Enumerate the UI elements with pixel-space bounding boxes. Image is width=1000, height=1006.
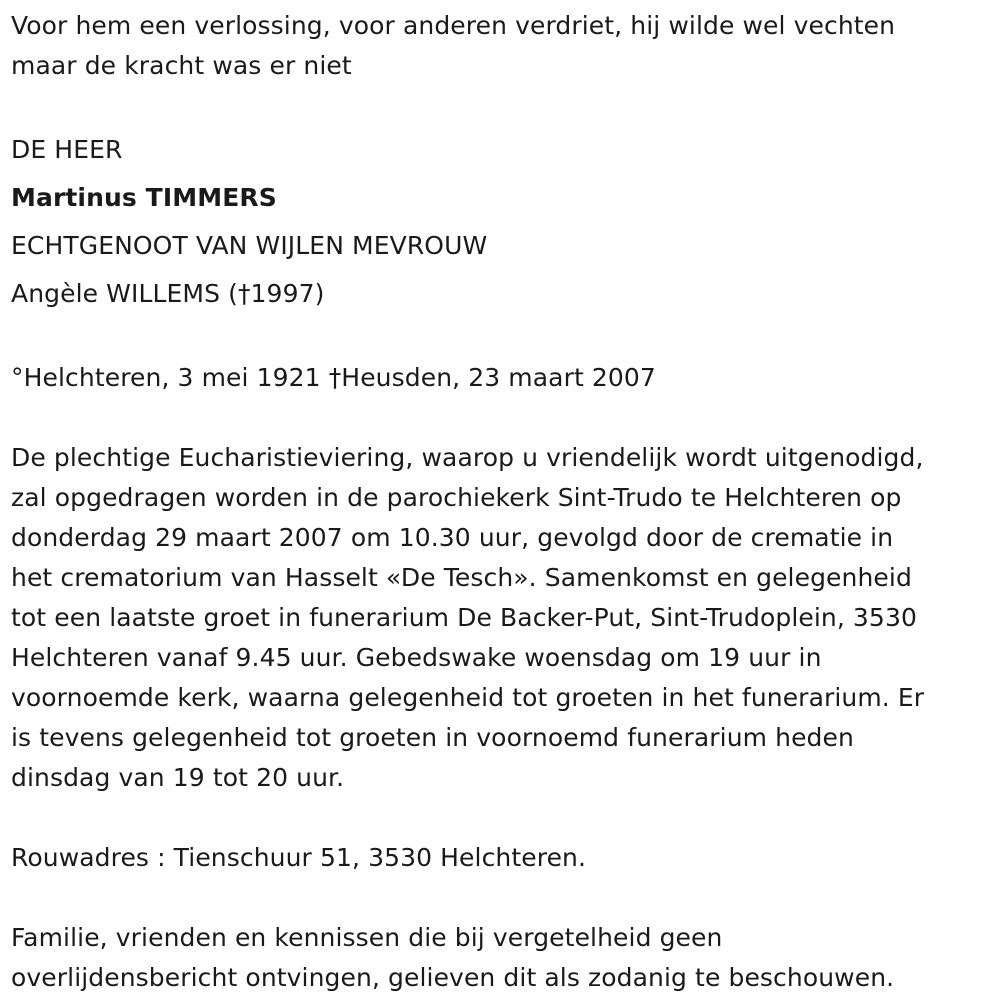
spacer [11,86,991,126]
honorific-title: DE HEER [11,135,123,164]
motto-line: maar de kracht was er niet [11,51,352,80]
motto [11,6,991,86]
ceremony-line: De plechtige Eucharistieviering, waarop u vriendelijk wordt uitgenodigd, [11,443,924,472]
closing-line: Familie, vrienden en kennissen die bij vergetelheid geen [11,923,723,952]
ceremony-line: Helchteren vanaf 9.45 uur. Gebedswake woensdag om 19 uur in [11,643,822,672]
ceremony-paragraph [11,438,991,798]
spacer [11,798,991,838]
ceremony-line: zal opgedragen worden in de parochiekerk Sint-Trudo te Helchteren op [11,483,902,512]
deceased-name: Martinus TIMMERS [11,183,277,212]
spacer [11,878,991,918]
ceremony-line: is tevens gelegenheid tot groeten in voornoemd funerarium heden [11,723,854,752]
mourning-address: Rouwadres : Tienschuur 51, 3530 Helchteren. [11,843,587,872]
closing-paragraph [11,918,991,998]
spacer [11,398,991,438]
obituary-notice [11,6,991,998]
ceremony-line: dinsdag van 19 tot 20 uur. [11,763,345,792]
closing-line: overlijdensbericht ontvingen, gelieven dit als zodanig te beschouwen. [11,963,895,992]
ceremony-line: voornoemde kerk, waarna gelegenheid tot groeten in het funerarium. Er [11,683,925,712]
relation-line: ECHTGENOOT VAN WIJLEN MEVROUW [11,231,488,260]
birth-death-dates: °Helchteren, 3 mei 1921 †Heusden, 23 maart 2007 [11,363,656,392]
spouse-line: Angèle WILLEMS (†1997) [11,279,325,308]
spacer [11,318,991,358]
motto-line: Voor hem een verlossing, voor anderen verdriet, hij wilde wel vechten [11,11,896,40]
ceremony-line: tot een laatste groet in funerarium De Backer-Put, Sint-Trudoplein, 3530 [11,603,917,632]
ceremony-line: donderdag 29 maart 2007 om 10.30 uur, gevolgd door de crematie in [11,523,894,552]
ceremony-line: het crematorium van Hasselt «De Tesch». Samenkomst en gelegenheid [11,563,912,592]
